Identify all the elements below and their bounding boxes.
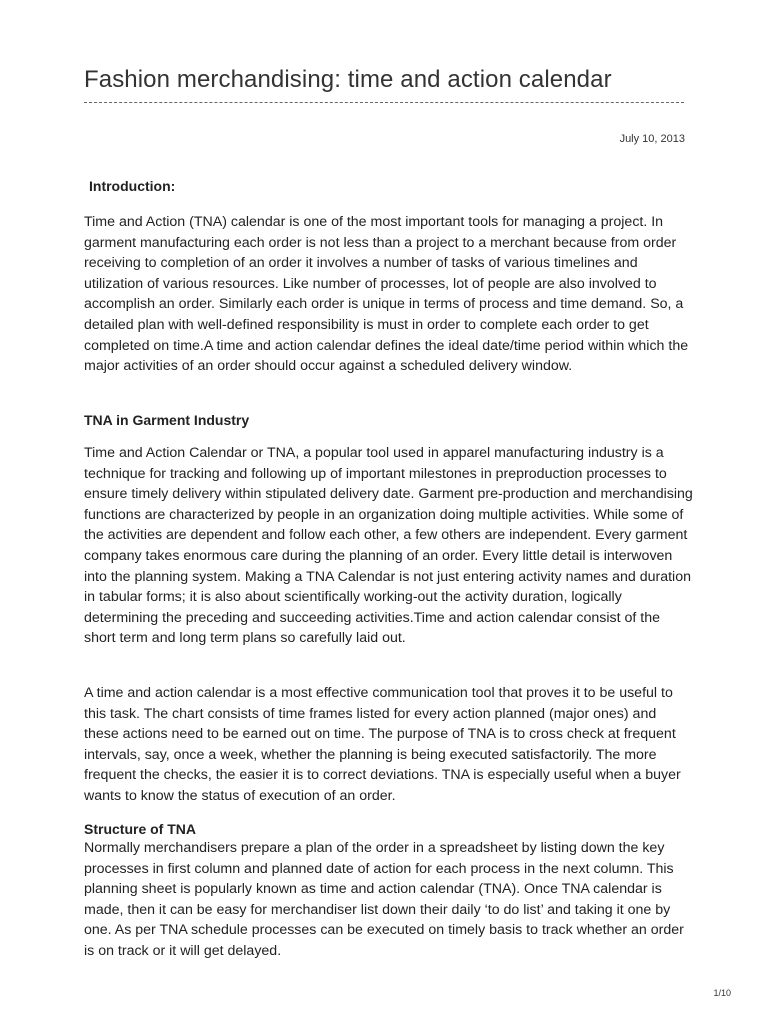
structure-of-tna-heading: Structure of TNA — [84, 821, 196, 837]
tna-garment-industry-paragraph-1: Time and Action Calendar or TNA, a popular tool used in apparel manufacturing industry is a technique for tracking and following up of important milestones in preproduction processes to ensure timely delivery within stipulated delivery date. Garment pre-production and merchandising functions are characterized by people in an organization doing multiple activities. While some of the activities are dependent and follow each other, a few others are independent. Every garment company takes enormous care during the planning of an order. Every little detail is interwoven into the planning system. Making a TNA Calendar is not just entering activity names and duration in tabular forms; it is also about scientifically working-out the activity duration, logically determining the preceding and succeeding activities.Time and action calendar consist of the short term and long term plans so carefully laid out. — [84, 445, 693, 647]
publish-date: July 10, 2013 — [619, 133, 685, 145]
introduction-paragraph: Time and Action (TNA) calendar is one of the most important tools for managing a project. In garment manufacturing each order is not less than a project to a merchant because from order receiving to completion of an order it involves a number of tasks of various timelines and utilization of various resources. Like number of processes, lot of people are also involved to accomplish an order. Similarly each order is unique in terms of process and time demand. So, a detailed plan with well-defined responsibility is must in order to complete each order to get completed on time.A time and action calendar defines the ideal date/time period within which the major activities of an order should occur against a scheduled delivery window. — [84, 214, 689, 375]
page-number: 1/10 — [713, 988, 731, 998]
tna-garment-industry-heading: TNA in Garment Industry — [84, 412, 250, 428]
structure-of-tna-paragraph: Normally merchandisers prepare a plan of the order in a spreadsheet by listing down the key processes in first column and planned date of action for each process in the next column. This planning sheet is popularly known as time and action calendar (TNA). Once TNA calendar is made, then it can be easy for merchandiser list down their daily ‘to do list’ and taking it one by one. As per TNA schedule processes can be executed on timely basis to track whether an order is on track or it will get delayed. — [84, 840, 684, 959]
page-title: Fashion merchandising: time and action calendar — [84, 66, 612, 93]
introduction-heading: Introduction: — [89, 178, 176, 194]
tna-garment-industry-paragraph-2: A time and action calendar is a most effective communication tool that proves it to be useful to this task. The chart consists of time frames listed for every action planned (major ones) and these actions need to be earned out on time. The purpose of TNA is to cross check at frequent intervals, say, once a week, whether the planning is being executed satisfactorily. The more frequent the checks, the easier it is to correct deviations. TNA is especially useful when a buyer wants to know the status of execution of an order. — [84, 685, 681, 804]
title-divider — [84, 102, 684, 103]
